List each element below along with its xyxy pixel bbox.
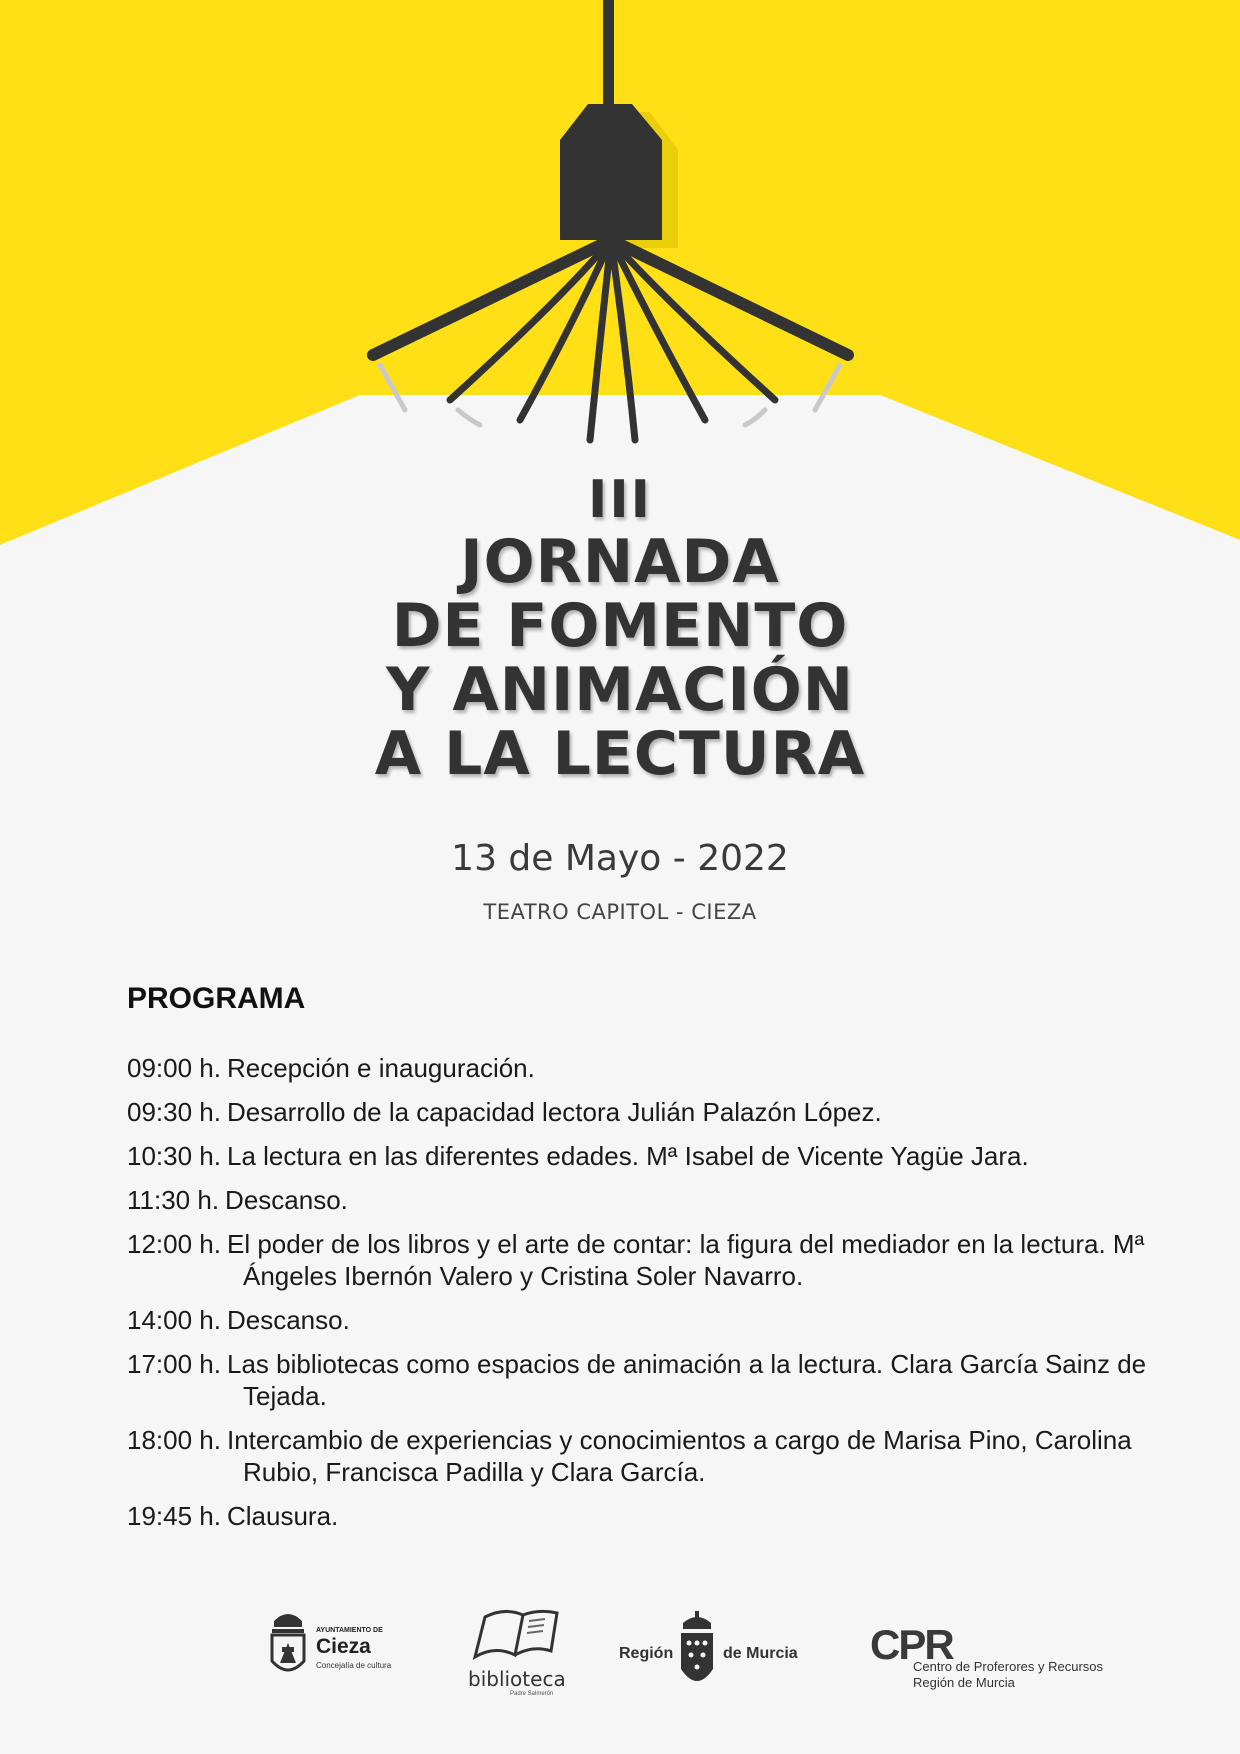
program-time: 11:30 h. xyxy=(127,1185,220,1215)
program-text: El poder de los libros y el arte de contar: la figura del mediador en la lectura. Mª Ángeles Ibernón Valero y Cristina Soler Navarro. xyxy=(226,1229,1145,1291)
murcia-word-region: Región xyxy=(619,1645,674,1662)
program-item xyxy=(127,1500,1187,1532)
program-item xyxy=(127,1424,1187,1488)
crest-icon xyxy=(268,1607,308,1681)
program-item xyxy=(127,1052,1187,1084)
program-text: Descanso. xyxy=(226,1305,350,1335)
program-text: Clausura. xyxy=(226,1501,339,1531)
program-item xyxy=(127,1304,1187,1336)
program-time: 17:00 h. xyxy=(127,1349,221,1379)
program-time: 09:30 h. xyxy=(127,1097,221,1127)
program-list xyxy=(127,1052,1187,1544)
cpr-line2: Región de Murcia xyxy=(913,1675,1015,1690)
logo-region-murcia xyxy=(615,1595,815,1705)
title-line-1: JORNADA xyxy=(460,527,780,597)
program-item xyxy=(127,1140,1187,1172)
program-time: 18:00 h. xyxy=(127,1425,221,1455)
program-text: Intercambio de experiencias y conocimientos a cargo de Marisa Pino, Carolina Rubio, Francisca Padilla y Clara García. xyxy=(226,1425,1132,1487)
program-item xyxy=(127,1228,1187,1292)
program-text: Desarrollo de la capacidad lectora Julián Palazón López. xyxy=(226,1097,882,1127)
cieza-line2: Cieza xyxy=(316,1635,371,1658)
biblioteca-word: biblioteca xyxy=(468,1667,566,1691)
title-line-3: Y ANIMACIÓN xyxy=(385,655,855,725)
program-time: 14:00 h. xyxy=(127,1305,221,1335)
program-item xyxy=(127,1184,1187,1216)
program-heading: PROGRAMA xyxy=(127,982,306,1015)
sponsor-logos xyxy=(0,1595,1240,1705)
title-line-2: DE FOMENTO xyxy=(391,591,849,661)
title-line-4: A LA LECTURA xyxy=(374,719,866,789)
logo-biblioteca xyxy=(460,1595,570,1705)
title-numeral: III xyxy=(587,470,653,530)
program-text: Recepción e inauguración. xyxy=(226,1053,535,1083)
program-time: 09:00 h. xyxy=(127,1053,221,1083)
program-item xyxy=(127,1348,1187,1412)
open-book-icon xyxy=(465,1607,560,1667)
lamp-cord xyxy=(603,0,614,110)
program-time: 10:30 h. xyxy=(127,1141,221,1171)
program-item xyxy=(127,1096,1187,1128)
program-text: La lectura en las diferentes edades. Mª Isabel de Vicente Yagüe Jara. xyxy=(226,1141,1029,1171)
cpr-line1: Centro de Proferores y Recursos xyxy=(913,1659,1104,1674)
logo-ayuntamiento-cieza xyxy=(268,1595,418,1705)
cieza-line1: AYUNTAMIENTO DE xyxy=(316,1627,383,1634)
murcia-word-de-murcia: de Murcia xyxy=(723,1645,798,1662)
program-time: 19:45 h. xyxy=(127,1501,221,1531)
biblioteca-subtitle: Padre Salmerón xyxy=(510,1691,554,1697)
program-text: Las bibliotecas como espacios de animación a la lectura. Clara García Sainz de Tejada. xyxy=(226,1349,1147,1411)
cieza-line3: Concejalía de cultura xyxy=(316,1661,392,1670)
shield-icon xyxy=(677,1611,717,1695)
program-text: Descanso. xyxy=(225,1185,348,1215)
event-title xyxy=(0,470,1240,789)
event-venue: TEATRO CAPITOL - CIEZA xyxy=(483,900,757,924)
lamp-socket xyxy=(560,104,662,240)
program-time: 12:00 h. xyxy=(127,1229,221,1259)
cpr-mark: CPR xyxy=(870,1621,953,1668)
event-date: 13 de Mayo - 2022 xyxy=(451,838,789,879)
logo-cpr xyxy=(870,1595,1104,1705)
